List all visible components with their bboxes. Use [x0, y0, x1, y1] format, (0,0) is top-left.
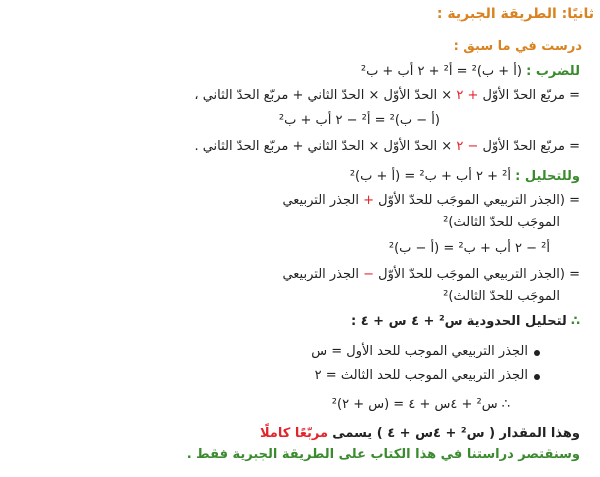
multiplication-formula-plus: (أ + ب)² = أ² + ٢ أب + ب²	[360, 64, 522, 79]
conclusion-note: وسنقتصر دراستنا في هذا الكتاب على الطريقة الجبرية فقط .	[186, 447, 580, 462]
example-row	[351, 313, 580, 331]
rule-text: الجذر التربيعي	[282, 193, 359, 208]
rule-text: × الحدّ الأوّل × الحدّ الثاني + مربّع الحدّ الثاني .	[194, 139, 453, 154]
example-result: ∴ س² + ٤س + ٤ = (س + ٢)²	[331, 397, 510, 412]
therefore-symbol: ∴	[570, 314, 580, 329]
factorization-formula-minus: أ² − ٢ أب + ب² = (أ − ب)²	[388, 241, 550, 256]
factorization-label: وللتحليل :	[515, 169, 580, 184]
multiplication-rule-plus	[194, 87, 580, 105]
factorization-rule-minus	[282, 266, 580, 284]
multiplication-row	[361, 63, 580, 81]
rule-text: الجذر التربيعي	[282, 267, 359, 282]
example-bullet-1: الجذر التربيعي الموجب للحد الأول = س	[311, 344, 528, 359]
section-title: ثانيًا: الطريقة الجبرية :	[436, 6, 594, 22]
rule-operator: −	[363, 267, 375, 282]
rule-text: × الحدّ الأوّل × الحدّ الثاني + مربّع الحدّ الثاني ،	[194, 88, 453, 103]
example-bullet-2: الجذر التربيعي الموجب للحد الثالث = ٢	[314, 368, 528, 383]
conclusion-row	[260, 425, 580, 443]
rule-text: = (الجذر التربيعي الموجَب للحدّ الأوّل	[378, 193, 580, 208]
factorization-formula-plus: أ² + ٢ أب + ب² = (أ + ب)²	[349, 169, 511, 184]
conclusion-prefix: وهذا المقدار ( س² + ٤س + ٤ ) يسمى	[332, 426, 580, 441]
multiplication-rule-minus	[194, 138, 580, 156]
multiplication-label: للضرب :	[526, 64, 580, 79]
example-label: لتحليل الحدودية	[466, 314, 567, 329]
rule-text: = مربّع الحدّ الأوّل	[482, 88, 580, 103]
rule-text: = مربّع الحدّ الأوّل	[482, 139, 580, 154]
rule-operator: − ٢	[456, 139, 479, 154]
bullet-dot-icon	[534, 374, 540, 380]
factorization-rule-plus-cont: الموجَب للحدّ الثالث)²	[443, 215, 560, 230]
factorization-rule-minus-cont: الموجَب للحدّ الثالث)²	[443, 289, 560, 304]
bullet-dot-icon	[534, 350, 540, 356]
rule-operator: +	[363, 193, 375, 208]
multiplication-formula-minus: (أ − ب)² = أ² − ٢ أب + ب²	[278, 113, 440, 128]
example-expression: س² + ٤ س + ٤ :	[350, 314, 463, 329]
factorization-row	[350, 168, 580, 186]
rule-text: = (الجذر التربيعي الموجَب للحدّ الأوّل	[378, 267, 580, 282]
perfect-square-term: مربّعًا كاملًا	[259, 426, 329, 441]
factorization-rule-plus	[282, 192, 580, 210]
intro-text: درست في ما سبق :	[453, 39, 582, 54]
rule-operator: + ٢	[456, 88, 479, 103]
